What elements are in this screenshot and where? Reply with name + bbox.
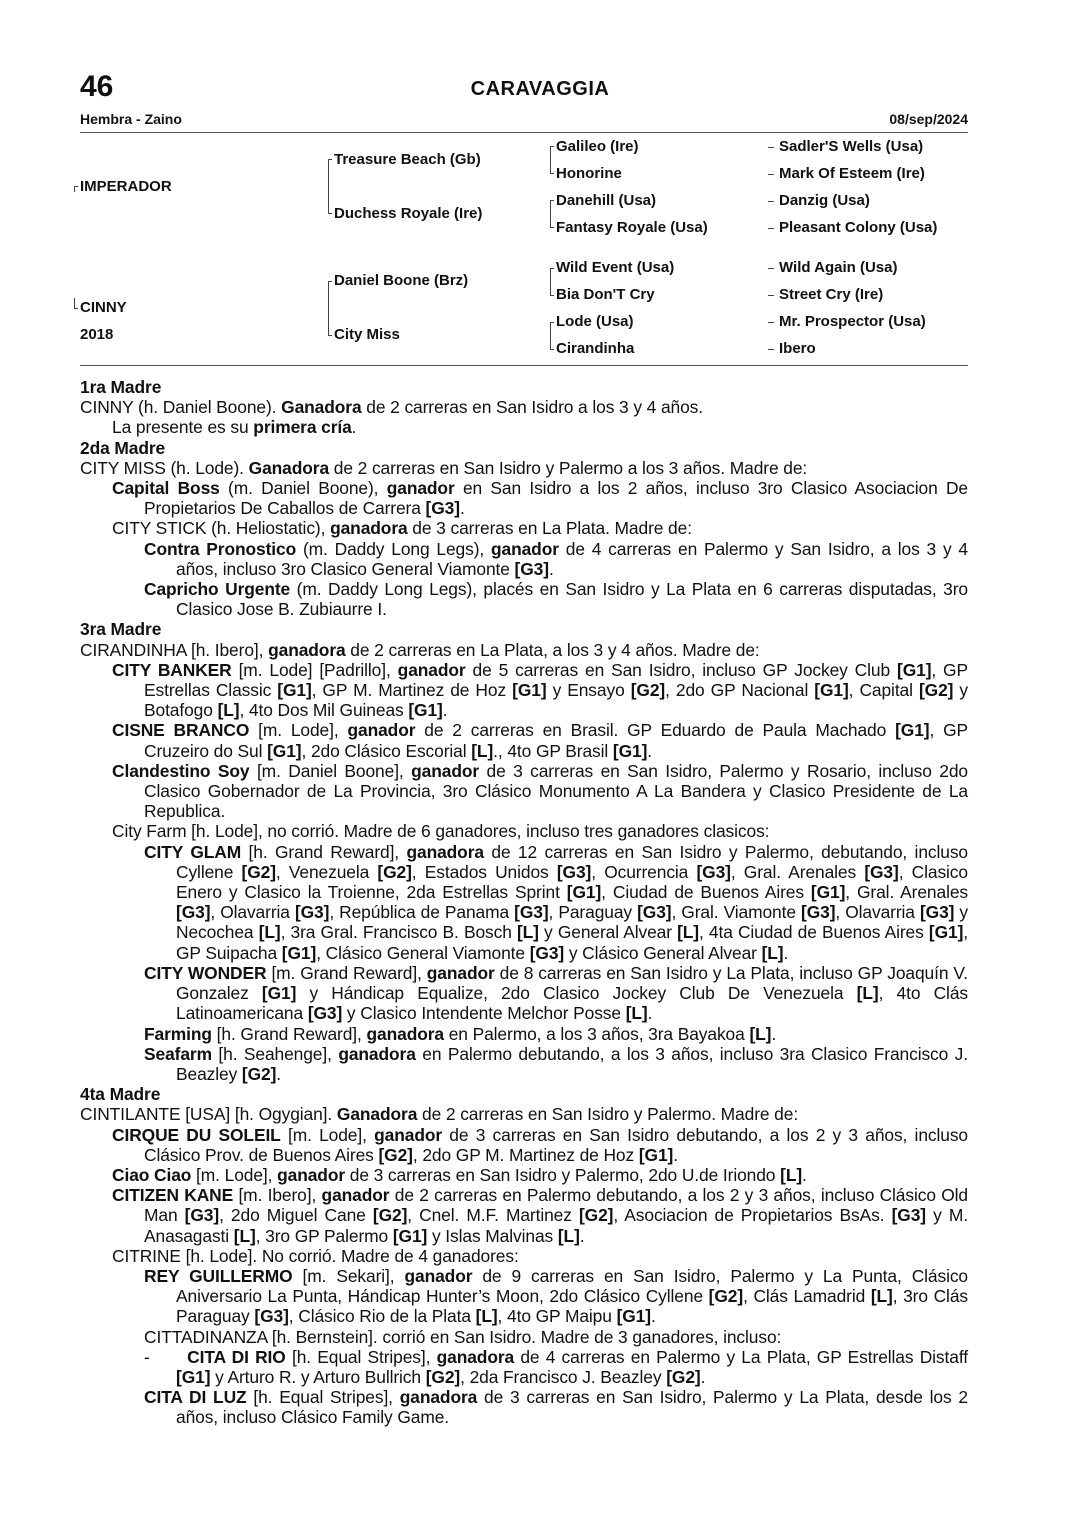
- family-paragraph: CIRANDINHA [h. Ibero], ganadora de 2 carreras en La Plata, a los 3 y 4 años. Madre de:: [80, 639, 760, 660]
- sex-color: Hembra - Zaino: [80, 111, 182, 127]
- family-paragraph: CITTADINANZA [h. Bernstein]. corrió en San Isidro. Madre de 3 ganadores, incluso:: [144, 1326, 782, 1347]
- section-heading: 3ra Madre: [80, 619, 162, 640]
- family-paragraph: CITY BANKER [m. Lode] [Padrillo], ganador de 5 carreras en San Isidro, incluso GP Jockey Club [G1], GP Estrellas Classic [G1], GP M. Martinez de Hoz [G1] y Ensayo [G2], 2do GP Nacional [G1], Capital [G2] y Botafogo [L], 4to Dos Mil Guineas [G1].: [112, 659, 968, 721]
- family-paragraph: CITY MISS (h. Lode). Ganadora de 2 carreras en San Isidro y Palermo a los 3 años. Madre de:: [80, 457, 808, 478]
- pedigree-dam-year: 2018: [80, 326, 114, 343]
- pedigree-gen3-item: Galileo (Ire): [556, 138, 639, 155]
- family-history: [80, 377, 968, 1428]
- pedigree-gen3-item: Danehill (Usa): [556, 192, 657, 209]
- pedigree-rule: [80, 365, 968, 366]
- family-paragraph: CITY WONDER [m. Grand Reward], ganador de 8 carreras en San Isidro y La Plata, incluso GP Joaquín V. Gonzalez [G1] y Hándicap Equalize, 2do Clasico Jockey Club De Venezuela [L], 4to Clás Latinoamericana [G3] y Clasico Intendente Melchor Posse [L].: [144, 962, 968, 1024]
- pedigree-gen3-item: Honorine: [556, 165, 622, 182]
- pedigree-sire: IMPERADOR: [80, 178, 172, 195]
- pedigree-dam: CINNY: [80, 299, 127, 316]
- pedigree-gen4-item: Wild Again (Usa): [779, 259, 898, 276]
- family-paragraph: CITIZEN KANE [m. Ibero], ganador de 2 carreras en Palermo debutando, a los 2 y 3 años, incluso Clásico Old Man [G3], 2do Miguel Cane [G2], Cnel. M.F. Martinez [G2], Asociacion de Propietarios BsAs. [G3] y M. Anasagasti [L], 3ro GP Palermo [G1] y Islas Malvinas [L].: [112, 1185, 968, 1246]
- pedigree-gen4-item: Street Cry (Ire): [779, 286, 884, 303]
- family-paragraph: Clandestino Soy [m. Daniel Boone], ganador de 3 carreras en San Isidro, Palermo y Rosario, incluso 2do Clasico Gobernador de La Provincia, 3ro Clásico Monumento A La Bandera y Clasico Presidente de La Republica.: [112, 760, 969, 822]
- family-paragraph: CISNE BRANCO [m. Lode], ganador de 2 carreras en Brasil. GP Eduardo de Paula Machado [G1], GP Cruzeiro do Sul [G1], 2do Clásico Escorial [L]., 4to GP Brasil [G1].: [112, 720, 969, 761]
- pedigree-gen4-item: Pleasant Colony (Usa): [779, 219, 938, 236]
- pedigree-gen4-item: Mr. Prospector (Usa): [779, 313, 926, 330]
- pedigree-gen2-item: Daniel Boone (Brz): [334, 272, 469, 289]
- pedigree-gen4-item: Ibero: [779, 340, 816, 357]
- pedigree-gen3-item: Bia Don'T Cry: [556, 286, 655, 303]
- catalog-date: 08/sep/2024: [889, 111, 968, 127]
- family-paragraph: - CITA DI RIO [h. Equal Stripes], ganadora de 4 carreras en Palermo y La Plata, GP Estrellas Distaff [G1] y Arturo R. y Arturo Bullrich [G2], 2da Francisco J. Beazley [G2].: [144, 1346, 968, 1387]
- header-rule: [80, 132, 968, 133]
- pedigree-gen4-item: Sadler'S Wells (Usa): [779, 138, 924, 155]
- family-paragraph: Ciao Ciao [m. Lode], ganador de 3 carreras en San Isidro y Palermo, 2do U.de Iriondo [L].: [112, 1164, 807, 1185]
- family-paragraph: Farming [h. Grand Reward], ganadora en Palermo, a los 3 años, 3ra Bayakoa [L].: [144, 1023, 777, 1044]
- family-paragraph: Capricho Urgente (m. Daddy Long Legs), placés en San Isidro y La Plata en 6 carreras disputadas, 3ro Clasico Jose B. Zubiaurre I.: [144, 579, 968, 620]
- family-paragraph: CITY STICK (h. Heliostatic), ganadora de 3 carreras en La Plata. Madre de:: [112, 518, 692, 539]
- horse-name: CARAVAGGIA: [470, 78, 610, 100]
- section-heading: 2da Madre: [80, 437, 166, 458]
- section-heading: 1ra Madre: [80, 377, 162, 397]
- family-paragraph: CITRINE [h. Lode]. No corrió. Madre de 4 ganadores:: [112, 1245, 519, 1266]
- family-paragraph: REY GUILLERMO [m. Sekari], ganador de 9 carreras en San Isidro, Palermo y La Punta, Clásico Aniversario La Punta, Hándicap Hunter’s Moon, 2do Clásico Cyllene [G2], Clás Lamadrid [L], 3ro Clás Paraguay [G3], Clásico Rio de la Plata [L], 4to GP Maipu [G1].: [144, 1265, 969, 1327]
- pedigree-gen2-item: City Miss: [334, 326, 400, 343]
- family-paragraph: City Farm [h. Lode], no corrió. Madre de 6 ganadores, incluso tres ganadores clasicos:: [112, 821, 770, 842]
- lot-number: 46: [80, 70, 114, 103]
- pedigree-gen4-item: Danzig (Usa): [779, 192, 870, 209]
- pedigree-gen3-item: Lode (Usa): [556, 313, 634, 330]
- section-heading: 4ta Madre: [80, 1084, 161, 1105]
- family-paragraph: CITY GLAM [h. Grand Reward], ganadora de 12 carreras en San Isidro y Palermo, debutando, incluso Cyllene [G2], Venezuela [G2], Estados Unidos [G3], Ocurrencia [G3], Gral. Arenales [G3], Clasico Enero y Clasico la Troienne, 2da Estrellas Sprint [G1], Ciudad de Buenos Aires [G1], Gral. Arenales [G3], Olavarria [G3], República de Panama [G3], Paraguay [G3], Gral. Viamonte [G3], Olavarria [G3] y Necochea [L], 3ra Gral. Francisco B. Bosch [L] y General Alvear [L], 4ta Ciudad de Buenos Aires [G1], GP Suipacha [G1], Clásico General Viamonte [G3] y Clásico General Alvear [L].: [144, 841, 969, 963]
- family-paragraph: CINNY (h. Daniel Boone). Ganadora de 2 carreras en San Isidro a los 3 y 4 años.: [80, 397, 704, 418]
- family-paragraph: Contra Pronostico (m. Daddy Long Legs), ganador de 4 carreras en Palermo y San Isidro, a los 3 y 4 años, incluso 3ro Clasico General Viamonte [G3].: [144, 538, 968, 579]
- family-paragraph: CITA DI LUZ [h. Equal Stripes], ganadora de 3 carreras en San Isidro, Palermo y La Plata, desde los 2 años, incluso Clásico Family Game.: [144, 1387, 968, 1428]
- pedigree-gen3-item: Wild Event (Usa): [556, 259, 675, 276]
- pedigree-gen2-item: Treasure Beach (Gb): [334, 151, 481, 168]
- family-paragraph: La presente es su primera cría.: [112, 417, 357, 438]
- family-paragraph: Seafarm [h. Seahenge], ganadora en Palermo debutando, a los 3 años, incluso 3ra Clasico Francisco J. Beazley [G2].: [144, 1043, 969, 1084]
- pedigree-gen3-item: Fantasy Royale (Usa): [556, 219, 708, 236]
- pedigree-gen2-item: Duchess Royale (Ire): [334, 205, 483, 222]
- family-paragraph: CINTILANTE [USA] [h. Ogygian]. Ganadora de 2 carreras en San Isidro y Palermo. Madre de:: [80, 1104, 799, 1125]
- pedigree-gen4-item: Mark Of Esteem (Ire): [779, 165, 925, 182]
- family-paragraph: CIRQUE DU SOLEIL [m. Lode], ganador de 3 carreras en San Isidro debutando, a los 2 y 3 años, incluso Clásico Prov. de Buenos Aires [G2], 2do GP M. Martinez de Hoz [G1].: [112, 1124, 968, 1165]
- pedigree-gen3-item: Cirandinha: [556, 340, 635, 357]
- family-paragraph: Capital Boss (m. Daniel Boone), ganador en San Isidro a los 2 años, incluso 3ro Clasico Asociacion De Propietarios De Caballos de Carrera [G3].: [112, 478, 968, 519]
